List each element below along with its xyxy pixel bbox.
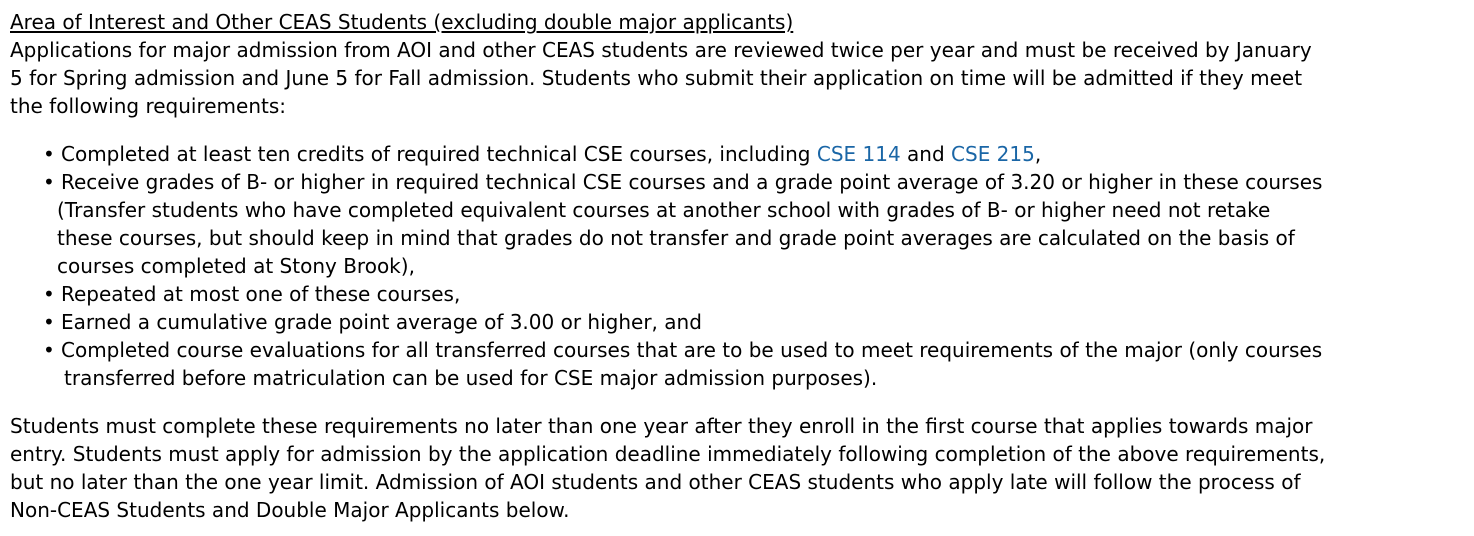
closing-line-2: entry. Students must apply for admission by the application deadline immediately following completion of the above requirements, <box>10 442 1326 466</box>
intro-line-1: Applications for major admission from AOI and other CEAS students are reviewed twice per year and must be received by January <box>10 38 1312 62</box>
item2-line-2: (Transfer students who have completed equivalent courses at another school with grades of B- or higher need not retake <box>57 198 1271 222</box>
item1-before: Completed at least ten credits of required technical CSE courses, including <box>61 142 817 166</box>
item2-line-3: these courses, but should keep in mind that grades do not transfer and grade point averages are calculated on the basis of <box>57 226 1295 250</box>
list-item-credits <box>43 140 1464 168</box>
item2-line-1: Receive grades of B- or higher in required technical CSE courses and a grade point average of 3.20 or higher in these courses <box>61 170 1323 194</box>
item5-line-2: transferred before matriculation can be used for CSE major admission purposes). <box>64 366 878 390</box>
list-item-repeated <box>43 280 1464 308</box>
intro-line-2: 5 for Spring admission and June 5 for Fall admission. Students who submit their application on time will be admitted if they meet <box>10 66 1303 90</box>
bullet-icon: • <box>43 310 55 334</box>
closing-line-4: Non-CEAS Students and Double Major Applicants below. <box>10 498 570 522</box>
item3-text: Repeated at most one of these courses, <box>61 282 461 306</box>
list-item-evaluations <box>43 336 1464 392</box>
bullet-icon: • <box>43 338 55 362</box>
intro-paragraph <box>10 36 1464 120</box>
closing-paragraph <box>10 412 1464 524</box>
bullet-icon: • <box>43 282 55 306</box>
item4-text: Earned a cumulative grade point average of 3.00 or higher, and <box>61 310 702 334</box>
closing-line-3: but no later than the one year limit. Admission of AOI students and other CEAS students who apply late will follow the process of <box>10 470 1301 494</box>
item2-line-4: courses completed at Stony Brook), <box>57 254 415 278</box>
intro-line-3: the following requirements: <box>10 94 287 118</box>
closing-line-1: Students must complete these requirements no later than one year after they enroll in the first course that applies towards major <box>10 414 1313 438</box>
bullet-icon: • <box>43 142 55 166</box>
list-item-cumulative-gpa <box>43 308 1464 336</box>
bullet-icon: • <box>43 170 55 194</box>
item1-middle: and <box>900 142 952 166</box>
cse-215-link[interactable]: CSE 215 <box>951 142 1035 166</box>
list-item-grades <box>43 168 1464 280</box>
item5-line-1: Completed course evaluations for all transferred courses that are to be used to meet requirements of the major (only courses <box>61 338 1323 362</box>
cse-114-link[interactable]: CSE 114 <box>816 142 901 166</box>
requirements-list <box>10 140 1464 392</box>
section-heading: Area of Interest and Other CEAS Students (excluding double major applicants) <box>10 10 794 34</box>
item1-after: , <box>1034 142 1042 166</box>
